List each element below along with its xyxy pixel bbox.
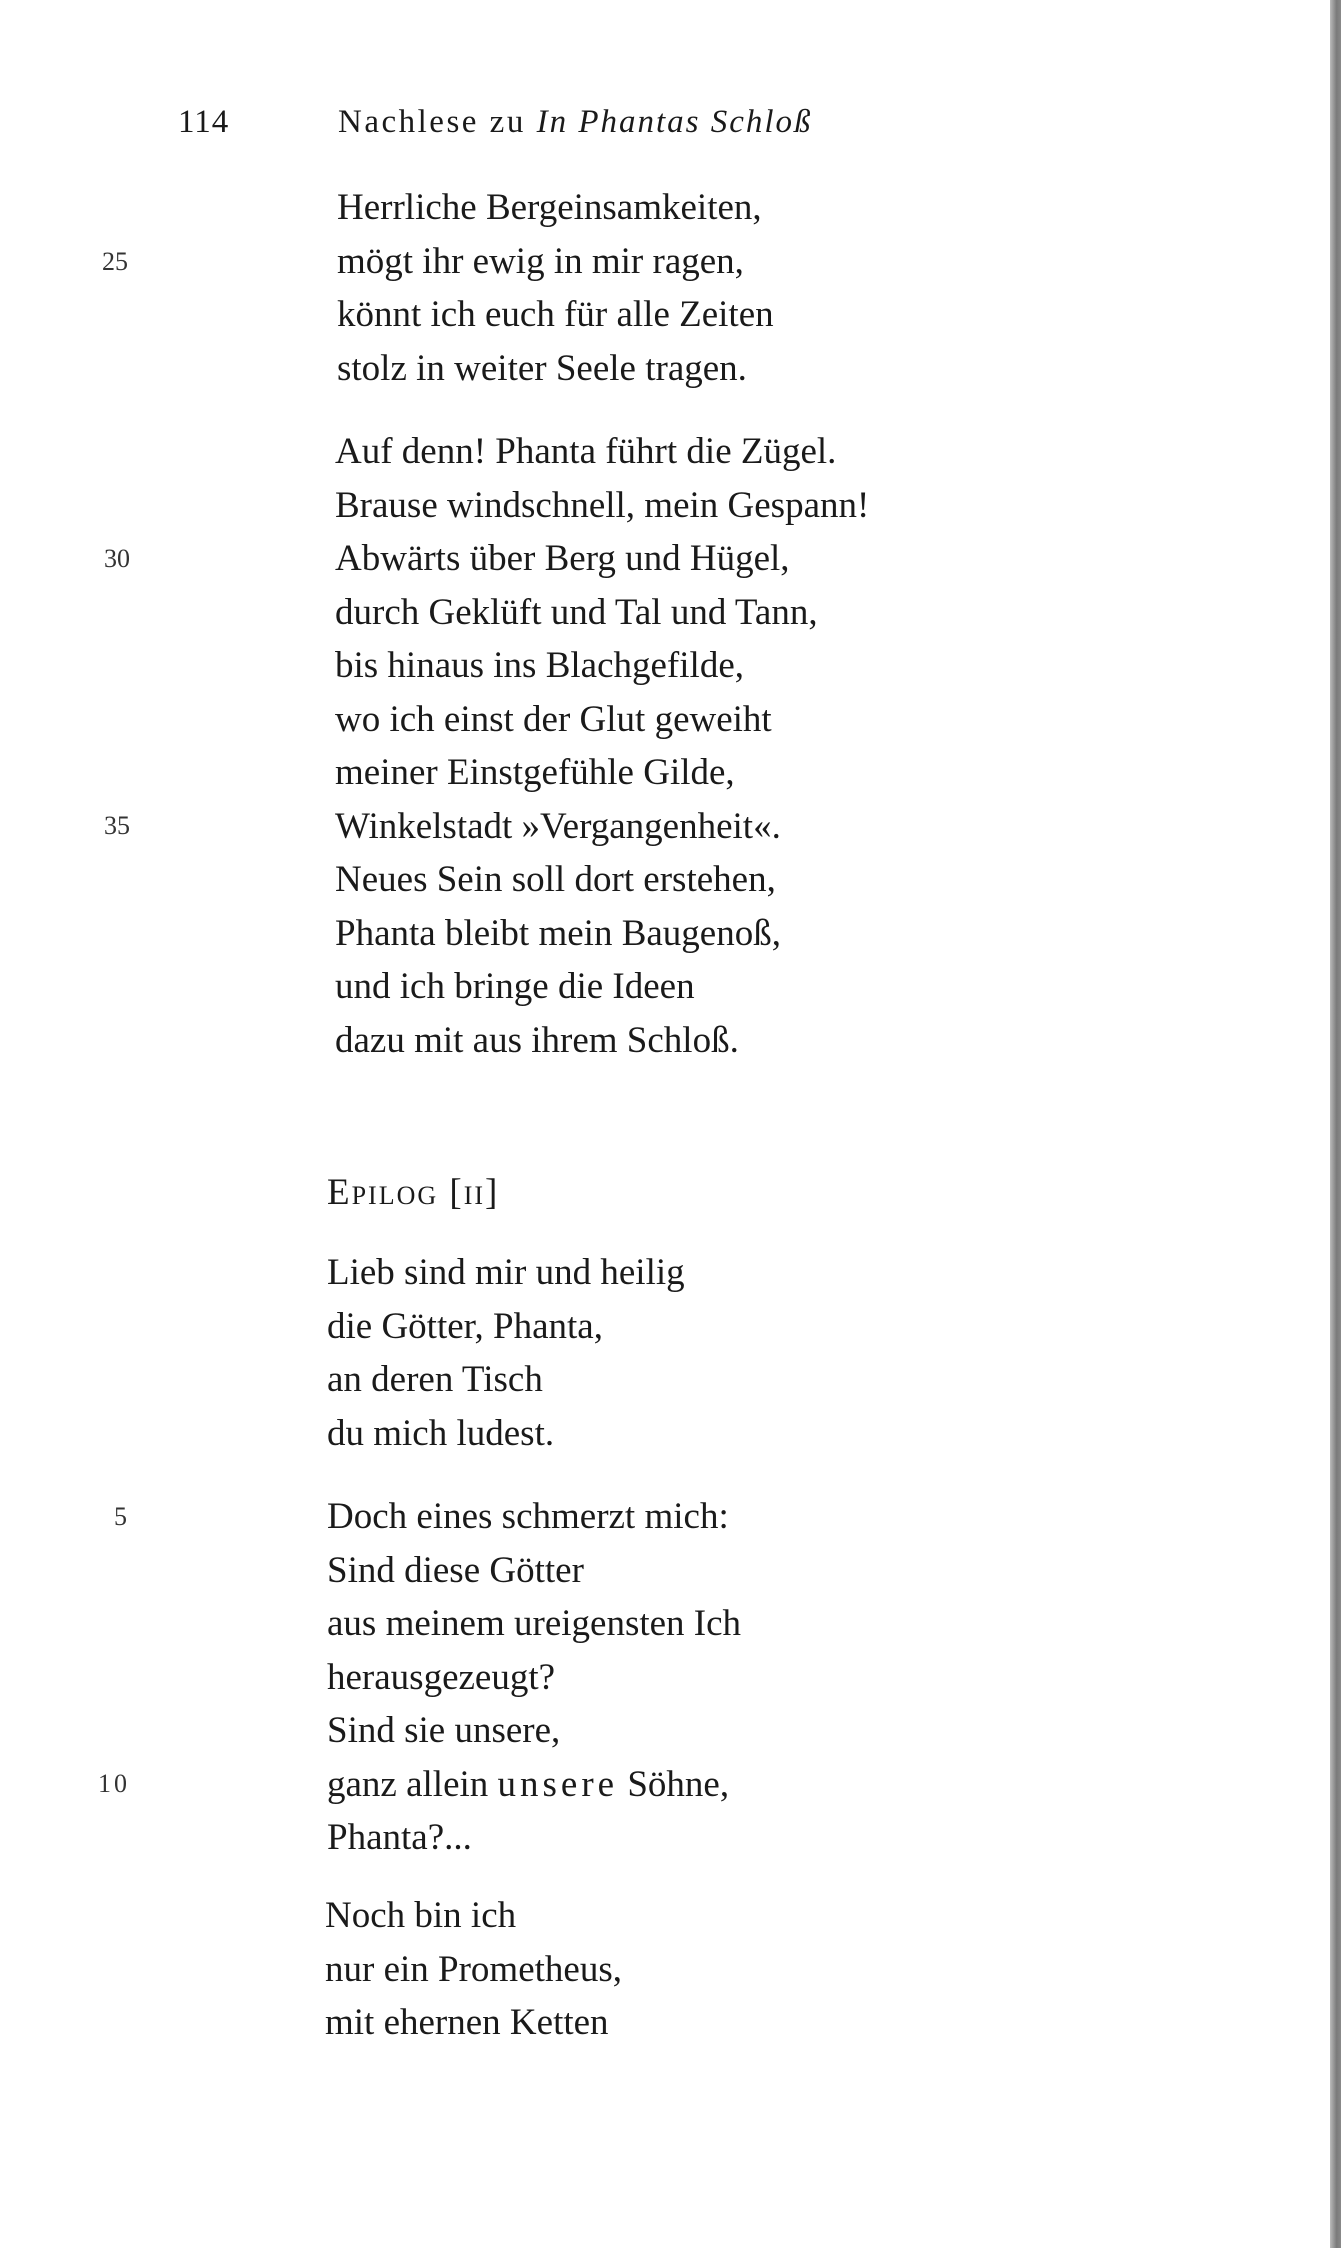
verse-line: Phanta bleibt mein Baugenoß, [335,912,781,954]
verse-line: Auf denn! Phanta führt die Zügel. [335,431,837,472]
line-number: 10 [98,1769,130,1798]
verse-line: dazu mit aus ihrem Schloß. [335,1019,739,1061]
verse-line: die Götter, Phanta, [327,1305,603,1347]
verse-line: Noch bin ich [325,1895,517,1936]
emphasized-word: unsere [497,1763,619,1805]
verse-line: Brause windschnell, mein Gespann! [335,484,870,526]
verse-line: aus meinem ureigensten Ich [327,1603,742,1644]
poem-title: Epilog [ii] [327,1172,500,1213]
verse-line: an deren Tisch [327,1359,543,1400]
verse-line: nur ein Prometheus, [325,1948,622,1990]
poem2-stanza-2 [327,1490,741,1865]
poem2-stanza-3 [325,1889,622,2050]
running-title-prefix: Nachlese zu [338,104,526,140]
verse-line: Abwärts über Berg und Hügel, [335,538,790,579]
verse-line: könnt ich euch für alle Zeiten [337,294,774,335]
running-title-italic: In Phantas Schloß [536,104,813,140]
line-number: 25 [102,247,128,276]
page-edge-shadow [1330,0,1341,2248]
verse-line: Sind diese Götter [327,1549,584,1591]
verse-line [327,1758,741,1812]
verse-line: Sind sie unsere, [327,1710,561,1751]
poem1-stanza-1 [337,181,774,395]
verse-line: stolz in weiter Seele tragen. [337,347,747,389]
verse-line: mögt ihr ewig in mir ragen, [337,240,744,282]
poem2-stanza-1 [327,1246,685,1460]
verse-line: Winkelstadt »Vergangenheit«. [335,805,781,847]
verse-line: mit ehernen Ketten [325,2002,609,2043]
verse-line: meiner Einstgefühle Gilde, [335,752,735,793]
verse-text: ganz allein [327,1763,498,1805]
running-title [338,104,813,141]
verse-line: Doch eines schmerzt mich: [327,1496,729,1537]
poem1-stanza-2 [335,425,869,1067]
verse-line: bis hinaus ins Blachgefilde, [335,645,744,686]
verse-line: Lieb sind mir und heilig [327,1252,685,1293]
verse-line: du mich ludest. [327,1412,555,1454]
line-number: 30 [104,544,130,573]
verse-line: wo ich einst der Glut geweiht [335,698,772,740]
verse-text: Söhne, [618,1763,730,1805]
verse-line: herausgezeugt? [327,1656,556,1698]
line-number: 35 [104,811,130,840]
verse-line: Herrliche Bergeinsamkeiten, [337,187,762,228]
verse-line: Phanta?... [327,1817,472,1858]
verse-line: und ich bringe die Ideen [335,966,695,1007]
line-number: 5 [114,1502,127,1531]
verse-line: durch Geklüft und Tal und Tann, [335,591,818,633]
page-number: 114 [178,104,230,140]
verse-line: Neues Sein soll dort erstehen, [335,859,776,900]
